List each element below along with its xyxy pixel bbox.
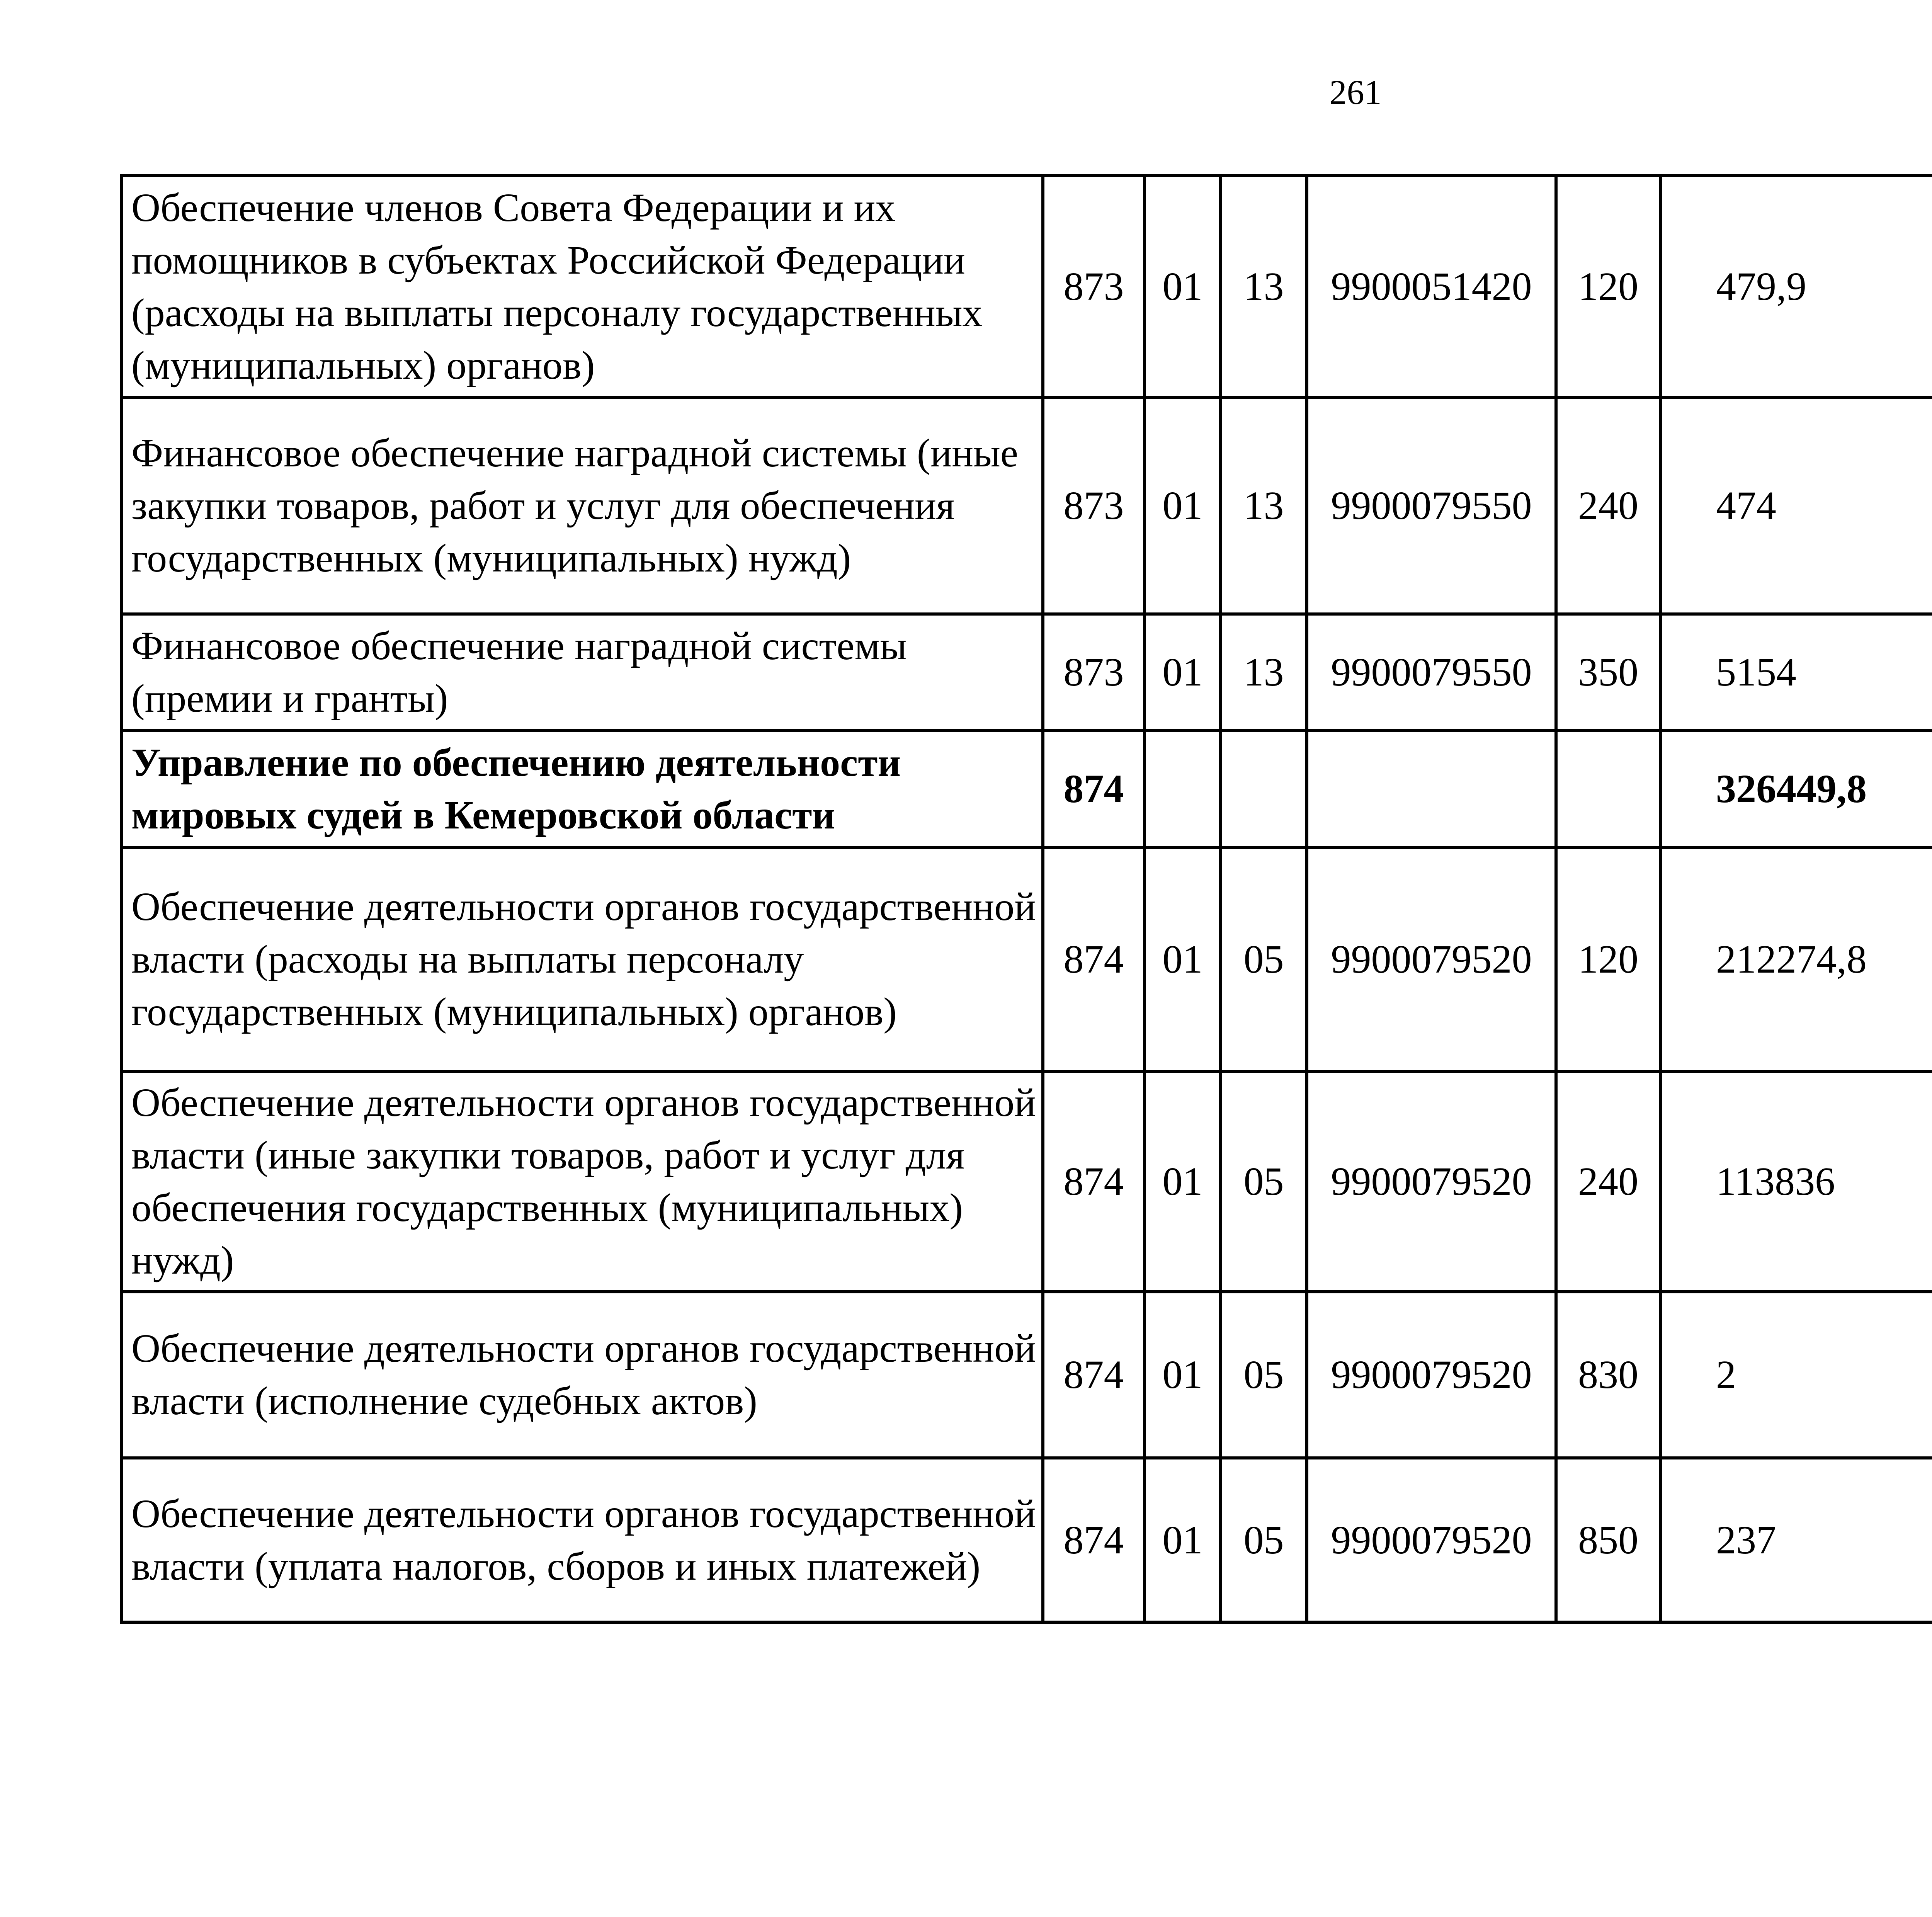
expense-type-code: 240 bbox=[1556, 1072, 1660, 1292]
subsection-code: 13 bbox=[1221, 398, 1307, 614]
subsection-code: 05 bbox=[1221, 1072, 1307, 1292]
section-code: 01 bbox=[1145, 1292, 1221, 1458]
ministry-code: 874 bbox=[1043, 1458, 1145, 1622]
section-code: 01 bbox=[1145, 1458, 1221, 1622]
target-article-code: 9900079520 bbox=[1307, 1292, 1556, 1458]
section-code bbox=[1145, 731, 1221, 847]
table-row bbox=[121, 398, 1932, 614]
amount-year-1: 5154 bbox=[1660, 614, 1932, 731]
ministry-code: 873 bbox=[1043, 175, 1145, 398]
table-row bbox=[121, 847, 1932, 1072]
expense-type-code bbox=[1556, 731, 1660, 847]
target-article-code: 9900079520 bbox=[1307, 1072, 1556, 1292]
amount-year-1: 2 bbox=[1660, 1292, 1932, 1458]
target-article-code: 9900079520 bbox=[1307, 1458, 1556, 1622]
expense-name: Обеспечение деятельности органов государственной власти (исполнение судебных актов) bbox=[121, 1292, 1043, 1458]
expense-type-code: 830 bbox=[1556, 1292, 1660, 1458]
expense-type-code: 350 bbox=[1556, 614, 1660, 731]
ministry-code: 873 bbox=[1043, 614, 1145, 731]
table-row bbox=[121, 614, 1932, 731]
section-code: 01 bbox=[1145, 398, 1221, 614]
target-article-code: 9900079520 bbox=[1307, 847, 1556, 1072]
amount-year-1: 212274,8 bbox=[1660, 847, 1932, 1072]
section-code: 01 bbox=[1145, 175, 1221, 398]
ministry-code: 874 bbox=[1043, 1072, 1145, 1292]
section-code: 01 bbox=[1145, 1072, 1221, 1292]
table-row bbox=[121, 1072, 1932, 1292]
expense-name: Финансовое обеспечение наградной системы (премии и гранты) bbox=[121, 614, 1043, 731]
table-row bbox=[121, 175, 1932, 398]
subsection-code: 13 bbox=[1221, 175, 1307, 398]
expense-type-code: 850 bbox=[1556, 1458, 1660, 1622]
amount-year-1: 237 bbox=[1660, 1458, 1932, 1622]
ministry-code: 874 bbox=[1043, 731, 1145, 847]
amount-year-1: 113836 bbox=[1660, 1072, 1932, 1292]
subsection-code: 05 bbox=[1221, 1458, 1307, 1622]
target-article-code: 9900079550 bbox=[1307, 398, 1556, 614]
expense-type-code: 240 bbox=[1556, 398, 1660, 614]
target-article-code bbox=[1307, 731, 1556, 847]
expense-name: Управление по обеспечению деятельности мировых судей в Кемеровской области bbox=[121, 731, 1043, 847]
expense-name: Обеспечение деятельности органов государственной власти (иные закупки товаров, работ и услуг для обеспечения государственных (муниципальных) нужд) bbox=[121, 1072, 1043, 1292]
ministry-code: 874 bbox=[1043, 847, 1145, 1072]
subsection-code: 05 bbox=[1221, 1292, 1307, 1458]
expense-type-code: 120 bbox=[1556, 175, 1660, 398]
expense-type-code: 120 bbox=[1556, 847, 1660, 1072]
expense-name: Финансовое обеспечение наградной системы (иные закупки товаров, работ и услуг для обеспечения государственных (муниципальных) нужд) bbox=[121, 398, 1043, 614]
ministry-code: 874 bbox=[1043, 1292, 1145, 1458]
section-code: 01 bbox=[1145, 847, 1221, 1072]
table-row bbox=[121, 1458, 1932, 1622]
subsection-code bbox=[1221, 731, 1307, 847]
target-article-code: 9900051420 bbox=[1307, 175, 1556, 398]
section-code: 01 bbox=[1145, 614, 1221, 731]
page-number: 261 bbox=[1329, 73, 1382, 112]
amount-year-1: 479,9 bbox=[1660, 175, 1932, 398]
amount-year-1: 326449,8 bbox=[1660, 731, 1932, 847]
target-article-code: 9900079550 bbox=[1307, 614, 1556, 731]
expense-name: Обеспечение деятельности органов государственной власти (расходы на выплаты персоналу государственных (муниципальных) органов) bbox=[121, 847, 1043, 1072]
table-row bbox=[121, 731, 1932, 847]
ministry-code: 873 bbox=[1043, 398, 1145, 614]
expense-name: Обеспечение членов Совета Федерации и их помощников в субъектах Российской Федерации (расходы на выплаты персоналу государственных (муниципальных) органов) bbox=[121, 175, 1043, 398]
expense-name: Обеспечение деятельности органов государственной власти (уплата налогов, сборов и иных платежей) bbox=[121, 1458, 1043, 1622]
subsection-code: 05 bbox=[1221, 847, 1307, 1072]
subsection-code: 13 bbox=[1221, 614, 1307, 731]
table-row bbox=[121, 1292, 1932, 1458]
budget-table bbox=[120, 174, 1932, 1624]
amount-year-1: 474 bbox=[1660, 398, 1932, 614]
